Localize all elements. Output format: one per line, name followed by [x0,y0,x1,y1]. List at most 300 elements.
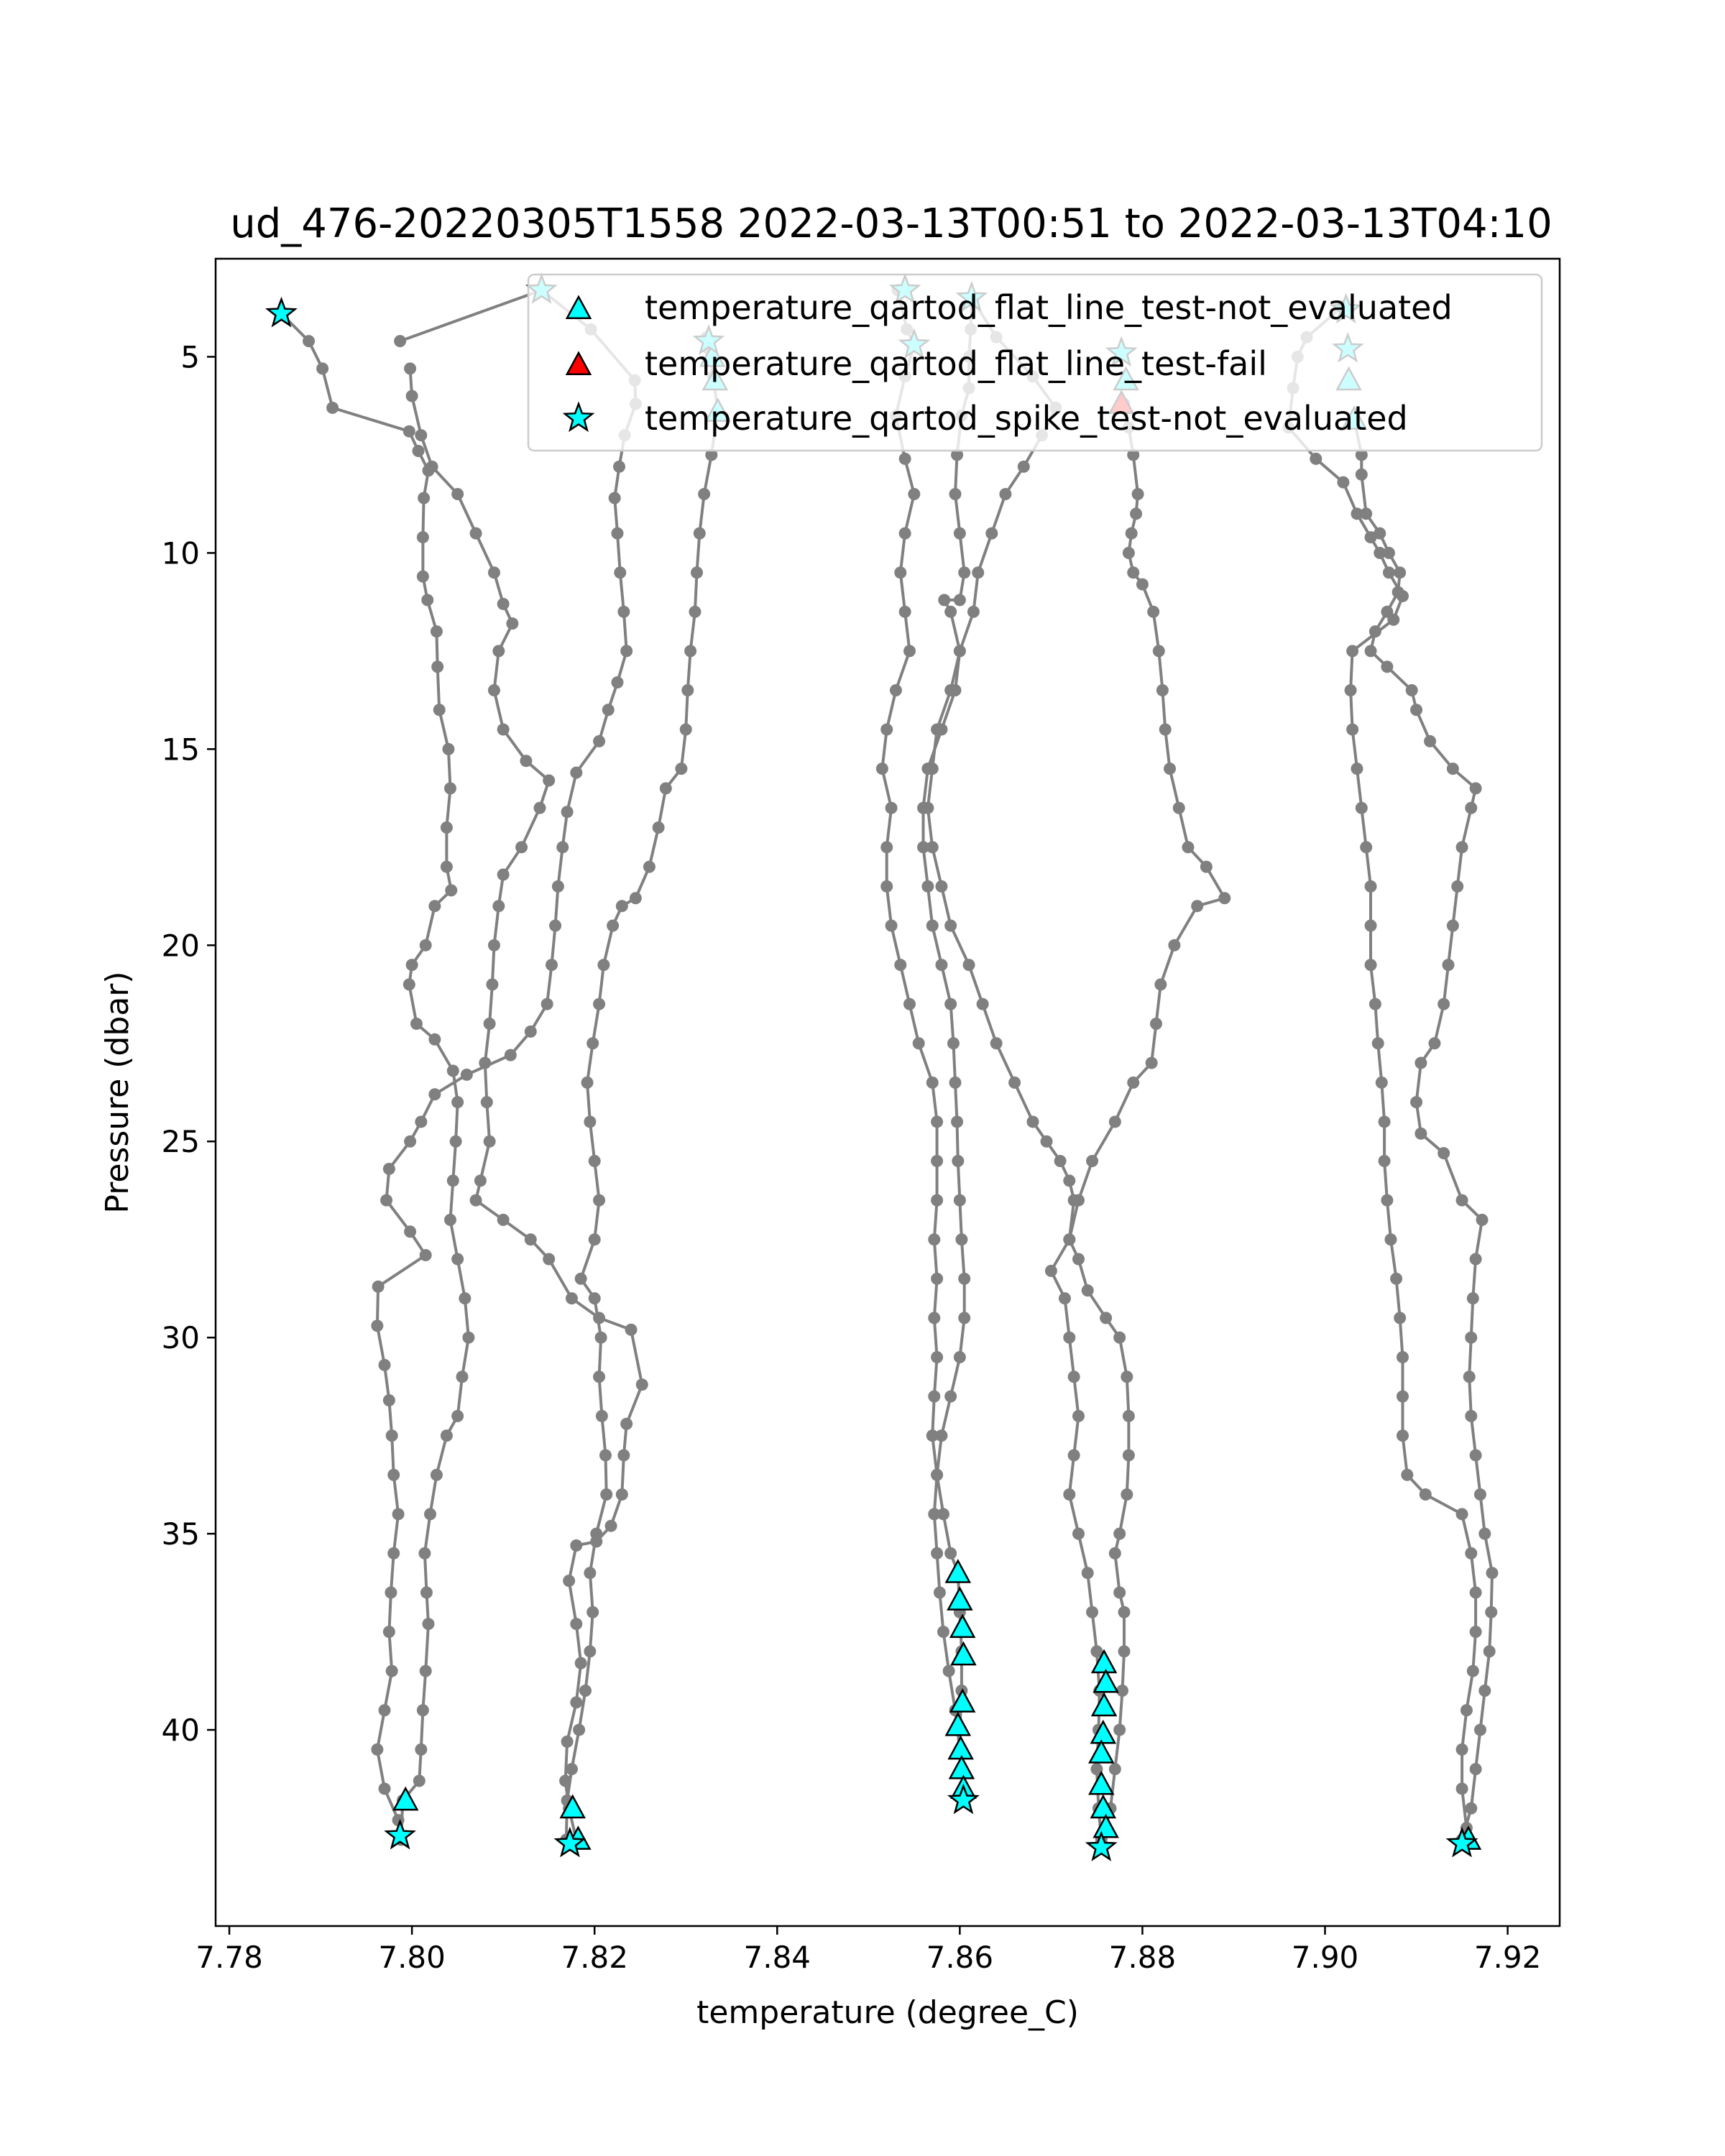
profile-point [1132,488,1144,500]
profile-point [691,566,703,579]
profile-point [931,1115,943,1128]
profile-point [949,1077,962,1089]
profile-point [1470,1449,1482,1461]
profile-point [1356,469,1368,481]
profile-point [1150,1018,1162,1030]
profile-point [1414,1128,1427,1140]
profile-point [379,1359,391,1371]
profile-point [1420,1488,1432,1501]
profile-point [1410,1096,1422,1108]
profile-point [977,998,989,1010]
profile-point [595,1332,607,1344]
profile-point [441,821,453,834]
profile-point [428,1088,441,1100]
profile-point [447,1174,459,1187]
profile-point [1470,782,1482,794]
profile-point [1478,1528,1491,1540]
profile-point [1351,763,1363,775]
profile-point [1109,1115,1121,1128]
profile-point [326,402,339,414]
profile-point [589,1155,601,1167]
profile-point [1068,1449,1080,1461]
profile-point [903,645,916,657]
profile-point [484,1018,496,1030]
profile-point [456,1370,469,1383]
profile-point [947,1037,960,1049]
profile-point [570,1696,582,1708]
profile-point [913,1037,925,1049]
profile-point [451,1410,464,1422]
profile-point [410,1018,423,1030]
profile-point [543,1253,555,1266]
profile-point [1054,1155,1067,1167]
profile-point [1082,1567,1094,1579]
profile-point [1072,1528,1085,1540]
profile-point [590,1528,602,1540]
profile-point [1059,1292,1071,1304]
profile-point [1410,704,1422,716]
profile-point [944,920,957,932]
profile-point [1470,1763,1482,1775]
profile-point [611,676,623,688]
profile-point [880,841,893,853]
profile-point [607,920,619,932]
profile-point [1113,1528,1126,1540]
profile-point [447,1064,459,1077]
profile-point [413,1775,426,1787]
y-tick-label: 10 [161,535,200,571]
profile-point [541,998,553,1010]
profile-point [1045,1265,1057,1277]
profile-point [1456,1508,1468,1520]
profile-point [1465,1410,1477,1422]
profile-point [1384,1233,1397,1245]
profile-point [1123,1449,1135,1461]
profile-point [420,1587,433,1599]
profile-point [958,1273,970,1285]
profile-point [549,920,561,932]
profile-point [566,1292,578,1304]
profile-point [584,1115,596,1128]
profile-point [1173,802,1185,814]
profile-point [880,880,893,893]
profile-point [546,959,558,971]
profile-point [1072,1194,1085,1207]
profile-point [1379,1115,1391,1128]
profile-point [383,1163,395,1175]
profile-point [908,488,920,500]
profile-point [570,1618,582,1630]
profile-point [954,528,966,540]
profile-point [1086,1155,1098,1167]
profile-point [1346,724,1358,736]
profile-point [944,684,957,696]
profile-point [609,492,621,504]
profile-point [506,617,518,630]
profile-point [441,861,453,873]
profile-point [515,841,528,853]
profile-point [589,1233,601,1245]
profile-point [1438,998,1450,1010]
profile-point [1369,625,1381,637]
profile-point [1486,1567,1498,1579]
profile-point [630,892,642,904]
profile-point [944,1547,957,1560]
profile-point [903,998,916,1010]
profile-point [470,1194,482,1207]
profile-point [1063,1488,1075,1501]
profile-point [486,978,498,990]
chart-title: ud_476-20220305T1558 2022-03-13T00:51 to 2022-03-13T04:10 [230,201,1552,247]
profile-point [441,1429,453,1442]
profile-point [1182,841,1194,853]
profile-point [1130,507,1142,520]
profile-point [1086,1606,1098,1618]
profile-point [1397,1429,1409,1442]
profile-point [616,900,628,912]
profile-point [653,821,665,834]
x-tick-label: 7.90 [1291,1940,1359,1975]
profile-point [420,939,432,952]
profile-point [931,1273,943,1285]
y-tick-label: 30 [161,1320,200,1356]
profile-point [636,1378,648,1391]
profile-point [625,1324,638,1336]
y-tick-label: 5 [180,339,200,375]
profile-point [1456,841,1468,853]
profile-point [1374,528,1386,540]
profile-point [570,1539,582,1552]
legend-label: temperature_qartod_flat_line_test-fail [645,344,1267,383]
profile-point [385,1587,397,1599]
profile-point [1447,920,1459,932]
profile-point [421,594,433,606]
profile-point [935,880,947,893]
profile-point [1121,1488,1133,1501]
profile-point [563,1575,575,1587]
profile-point [404,1225,416,1238]
profile-point [386,1429,398,1442]
profile-point [474,1174,487,1187]
profile-point [1154,978,1167,990]
profile-point [894,566,906,579]
profile-point [1121,1370,1133,1383]
profile-point [937,1626,949,1638]
profile-point [1116,1685,1128,1697]
profile-point [1113,1724,1126,1736]
profile-point [1381,660,1393,673]
profile-point [520,755,532,767]
profile-point [938,594,950,606]
profile-point [611,528,623,540]
profile-point [415,1115,427,1128]
profile-point [462,1332,474,1344]
profile-point [593,1370,605,1383]
profile-point [1379,1155,1391,1167]
profile-point [1136,579,1149,591]
profile-point [561,806,574,818]
profile-point [967,606,980,618]
profile-point [497,724,510,736]
profile-point [575,1657,587,1669]
profile-point [616,1488,628,1501]
profile-point [573,1724,585,1736]
profile-point [600,1488,612,1501]
profile-point [1156,684,1169,696]
profile-point [1401,1469,1413,1481]
profile-point [614,566,626,579]
profile-point [566,1763,578,1775]
profile-point [928,1233,940,1245]
profile-point [1467,1665,1479,1677]
profile-point [1443,959,1455,971]
profile-point [1424,735,1436,747]
profile-point [1478,1685,1491,1697]
profile-point [1451,880,1463,893]
profile-point [444,1214,456,1226]
profile-point [931,1547,943,1560]
profile-point [1376,1077,1388,1089]
profile-point [1356,802,1368,814]
profile-point [1470,1253,1482,1266]
profile-point [492,645,505,657]
profile-point [1447,763,1459,775]
profile-point [379,1782,391,1795]
profile-point [1123,547,1135,559]
profile-point [497,598,510,610]
profile-point [1113,1587,1126,1599]
profile-point [1456,1743,1468,1756]
profile-point [303,335,315,347]
profile-point [1118,1606,1131,1618]
profile-point [417,531,429,543]
y-axis-label: Pressure (dbar) [99,971,136,1214]
profile-point [1041,1135,1053,1148]
profile-point [451,488,464,500]
profile-point [926,763,939,775]
profile-point [383,1626,395,1638]
profile-point [921,802,934,814]
profile-point [985,528,998,540]
x-tick-label: 7.78 [196,1940,263,1975]
profile-point [1109,1547,1121,1560]
profile-point [420,1249,432,1261]
profile-point [926,841,939,853]
profile-point [593,998,605,1010]
profile-point [1467,1292,1479,1304]
profile-point [525,1026,537,1038]
profile-point [1474,1488,1486,1501]
profile-point [894,959,906,971]
profile-point [928,1391,940,1403]
profile-point [1463,1370,1476,1383]
profile-point [556,841,569,853]
profile-point [386,1665,398,1677]
profile-point [1127,566,1139,579]
profile-point [1406,684,1418,696]
profile-point [413,445,425,457]
profile-point [1365,959,1377,971]
profile-point [928,1312,940,1324]
profile-point [931,1469,943,1481]
profile-point [1465,802,1477,814]
profile-point [620,1418,632,1430]
legend [528,275,1542,451]
profile-point [1485,1606,1497,1618]
profile-point [450,1135,462,1148]
profile-point [1063,1332,1075,1344]
profile-point [886,920,898,932]
profile-point [617,1449,630,1461]
profile-point [643,861,656,873]
profile-point [689,606,701,618]
profile-point [1414,1057,1427,1069]
profile-point [1126,528,1138,540]
profile-point [461,1069,473,1081]
profile-point [597,959,610,971]
profile-point [899,606,911,618]
profile-point [417,1704,429,1716]
profile-point [484,1135,496,1148]
profile-point [420,1665,432,1677]
profile-point [579,1685,592,1697]
profile-point [955,1233,967,1245]
profile-point [497,869,510,881]
profile-point [1394,1312,1406,1324]
profile-point [1383,566,1395,579]
profile-point [1390,1273,1402,1285]
profile-point [1474,1724,1486,1736]
profile-point [972,566,984,579]
profile-point [935,959,947,971]
profile-point [444,782,456,794]
profile-point [899,453,911,465]
profile-point [431,1469,443,1481]
profile-point [1470,1587,1482,1599]
profile-point [931,1155,943,1167]
y-tick-label: 15 [161,732,200,768]
profile-point [1068,1370,1080,1383]
profile-point [418,1547,431,1560]
profile-point [497,1214,510,1226]
profile-point [586,1037,599,1049]
profile-point [442,743,454,755]
profile-point [934,1587,946,1599]
profile-point [428,900,441,912]
profile-point [406,390,418,402]
x-axis-label: temperature (degree_C) [696,1994,1079,2031]
profile-point [1100,1312,1112,1324]
profile-point [958,566,970,579]
profile-point [417,571,429,583]
profile-point [954,645,966,657]
profile-point [660,782,672,794]
profile-point [451,1096,464,1108]
profile-point [1113,1332,1126,1344]
profile-point [1127,1077,1139,1089]
profile-point [935,1429,947,1442]
profile-point [371,1743,383,1756]
profile-point [570,767,582,779]
profile-point [479,1057,491,1069]
profile-point [1394,566,1406,579]
profile-point [581,1077,594,1089]
profile-point [1346,645,1358,657]
y-tick-label: 40 [161,1713,200,1749]
profile-point [990,1037,1003,1049]
profile-point [525,1233,537,1245]
profile-point [1159,724,1172,736]
profile-point [890,684,902,696]
profile-point [387,1547,400,1560]
x-tick-label: 7.88 [1108,1940,1177,1975]
profile-point [533,802,546,814]
profile-point [424,1508,436,1520]
profile-point [886,802,898,814]
profile-point [1018,461,1030,473]
profile-point [445,884,457,896]
profile-point [584,1645,596,1657]
profile-point [1153,645,1165,657]
profile-point [589,1292,601,1304]
x-tick-label: 7.84 [743,1940,811,1975]
profile-point [575,1273,587,1285]
profile-point [418,492,430,504]
profile-point [481,1096,493,1108]
profile-point [1397,1391,1409,1403]
profile-point [403,425,415,438]
profile-point [1123,1410,1135,1422]
profile-point [675,763,687,775]
profile-point [926,1077,939,1089]
profile-point [698,488,710,500]
x-tick-label: 7.92 [1473,1940,1542,1975]
profile-point [958,1312,970,1324]
y-tick-label: 35 [161,1516,200,1552]
profile-point [1365,920,1377,932]
profile-point [999,488,1011,500]
profile-point [876,763,888,775]
profile-point [694,528,706,540]
profile-point [602,704,615,716]
profile-point [586,1606,599,1618]
profile-point [943,1665,955,1677]
profile-point [488,939,500,952]
profile-point [459,1292,471,1304]
profile-point [488,566,500,579]
profile-point [404,1135,416,1148]
profile-point [422,1618,434,1630]
profile-point [1465,1547,1477,1560]
profile-point [426,461,438,473]
profile-point [963,959,975,971]
profile-point [584,1567,596,1579]
profile-point [1383,547,1395,559]
profile-point [1147,606,1159,618]
profile-point [899,528,911,540]
profile-point [1365,645,1377,657]
profile-point [931,724,943,736]
profile-point [1063,1233,1075,1245]
profile-point [1118,1645,1131,1657]
profile-point [613,461,625,473]
profile-point [928,1508,940,1520]
profile-point [684,645,696,657]
profile-point [1360,841,1372,853]
profile-point [1082,1284,1094,1296]
profile-point [470,528,482,540]
profile-point [431,660,443,673]
